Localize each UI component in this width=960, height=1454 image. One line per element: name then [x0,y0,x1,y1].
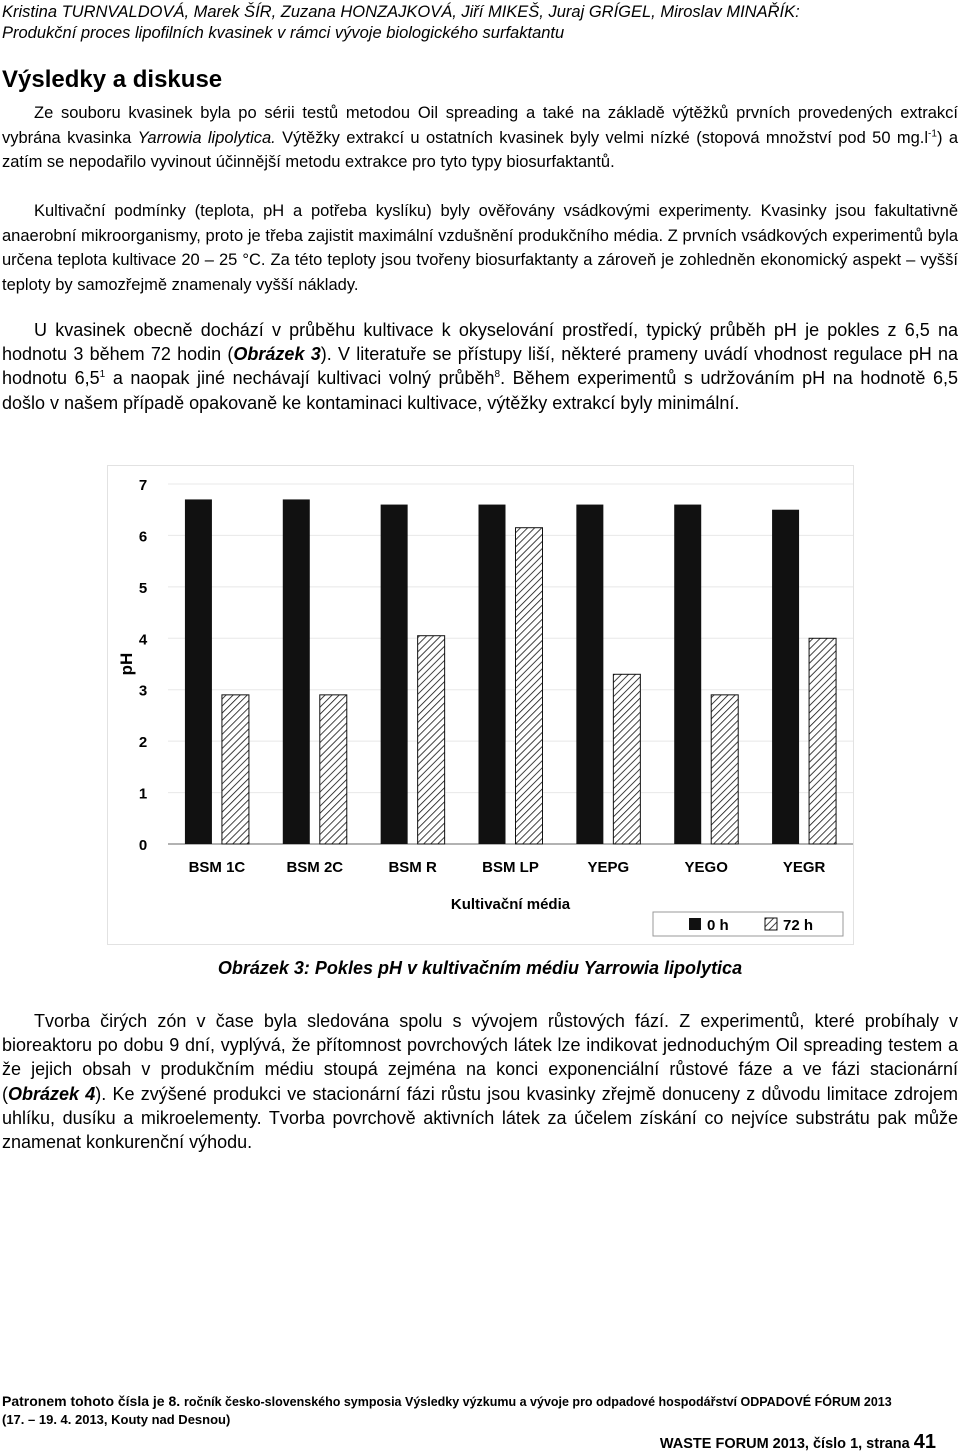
x-tick-label: BSM 1C [188,859,246,876]
footer-event-2: (17. – 19. 4. 2013, Kouty nad Desnou) [2,1412,231,1427]
y-tick-label: 7 [138,477,148,494]
p3-figure-ref: Obrázek 3 [233,344,321,365]
footer-line-1 [2,1393,892,1409]
footer-journal-name: WASTE FORUM 2013, číslo 1, strana [659,1436,910,1452]
bar-0h [381,505,408,844]
paragraph-1 [2,101,958,175]
bar-0h [479,505,506,844]
bar-72h [711,695,738,844]
footer-patron: Patronem tohoto čísla je 8. [2,1393,181,1409]
x-tick-label: YEGR [782,859,826,876]
paragraph-4 [2,1009,958,1154]
bar-72h [809,638,836,844]
bar-72h [320,695,347,844]
p3-text-a: U kvasinek obecně dochází v průběhu kultivace k okyselování prostředí, typický průběh pH je pokles z 6,5 na hodnotu 3 během 72 hodin ( [2,320,958,365]
bar-72h [516,528,543,844]
paragraph-2 [2,199,958,297]
bar-0h [185,499,212,844]
paragraph-3 [2,318,958,415]
p4-text-b: ). Ke zvýšené produkci ve stacionární fázi růstu jsou kvasinky zřejmě donuceny z důvodu limitace zdrojem uhlíku, dusíku a mikroelementy. Tvorba povrchově aktivních látek za účelem získání co nejvíce substrátu pak může znamenat konkurenční výhodu. [2,1083,959,1153]
x-tick-label: BSM R [388,859,437,876]
legend-label-0h: 0 h [707,917,729,934]
p1-text-c: ) a zatím se nepodařilo vyvinout účinnější metodu extrakce pro tyto typy biosurfaktantů. [2,128,958,171]
figure-3 [107,465,854,945]
x-axis-label: Kultivační média [450,896,571,913]
x-tick-label: BSM LP [482,859,539,876]
p1-text-b: Výtěžky extrakcí u ostatních kvasinek byly velmi nízké (stopová množství pod 50 mg.l [275,128,929,147]
p3-sup-2: 8 [494,369,501,381]
p2-text: Kultivační podmínky (teplota, pH a potřeba kyslíku) byly ověřovány vsádkovými experimenty. Kvasinky jsou fakultativně anaerobní mikroorganismy, proto je třeba zajistit maximální vzdušnění produkčního média. Z prvních vsádkových experimentů byla určena teplota kultivace 20 – 25 °C. Za této teploty jsou tvořeny biosurfaktanty a zároveň je zohledněn ekonomický aspekt – vyšší teploty by samozřejmě znamenaly vyšší náklady. [2,202,958,294]
y-tick-label: 2 [138,734,148,752]
ph-bar-chart [108,466,853,944]
p3-sup-1: 1 [99,369,106,381]
p4-figure-ref: Obrázek 4 [8,1083,96,1104]
bar-72h [418,636,445,844]
y-axis-label: pH [117,652,136,676]
bar-0h [576,505,603,844]
p1-sup: -1 [928,128,937,139]
header-authors: Kristina TURNVALDOVÁ, Marek ŠÍR, Zuzana HONZAJKOVÁ, Jiří MIKEŠ, Juraj GRÍGEL, Miroslav MINAŘÍK: [2,3,800,21]
y-tick-label: 1 [138,785,148,803]
bar-0h [674,505,701,844]
p3-text-b: ). V literatuře se přístupy liší, některé prameny uvádí vhodnost regulace pH na hodnotu 6,5 [2,344,958,389]
section-title: Výsledky a diskuse [2,66,223,93]
p1-text-a: Ze souboru kvasinek byla po sérii testů metodou Oil spreading a také na základě výtěžků prvních provedených extrakcí vybrána kvasinka [2,104,958,147]
legend-label-72h: 72 h [783,917,814,934]
x-tick-label: YEGO [684,859,728,876]
y-tick-label: 6 [138,528,148,546]
p4-text-a: Tvorba čirých zón v čase byla sledována spolu s vývojem růstových fází. Z experimentů, které probíhaly v bioreaktoru po dobu 9 dní, vyplývá, že přítomnost povrchových látek lze indikovat jednoduchým Oil spreading testem a že jejich obsah v produkčním médiu stoupá zejména na konci exponenciální růstové fáze a ve fázi stacionární ( [2,1011,958,1104]
p3-text-c: a naopak jiné nechávají kultivaci volný průběh [105,368,495,389]
header-title: Produkční proces lipofilních kvasinek v rámci vývoje biologického surfaktantu [2,24,565,42]
y-tick-label: 4 [138,631,148,649]
bar-72h [222,695,249,844]
footer-page-number: 41 [913,1431,936,1453]
legend-box [653,912,843,936]
bar-0h [772,510,799,844]
y-tick-label: 3 [138,682,148,700]
footer-event-1: ročník česko-slovenského symposia Výsledky výzkumu a vývoje pro odpadové hospodářství ODPADOVÉ FÓRUM 2013 [184,1395,892,1409]
legend-swatch-72h [765,918,777,930]
x-tick-label: YEPG [587,859,630,876]
bar-72h [613,674,640,844]
page-header [2,2,800,44]
x-tick-label: BSM 2C [286,859,344,876]
y-tick-label: 0 [138,837,148,854]
y-tick-label: 5 [138,579,148,597]
p3-text-d: . Během experimentů s udržováním pH na hodnotě 6,5 došlo v našem případě opakovaně ke kontaminaci kultivace, výtěžky extrakcí byly minimální. [2,368,958,413]
bar-0h [283,499,310,844]
legend-swatch-0h [689,918,701,930]
figure-caption: Obrázek 3: Pokles pH v kultivačním médiu Yarrowia lipolytica [217,958,743,978]
p1-species: Yarrowia lipolytica. [137,128,276,147]
